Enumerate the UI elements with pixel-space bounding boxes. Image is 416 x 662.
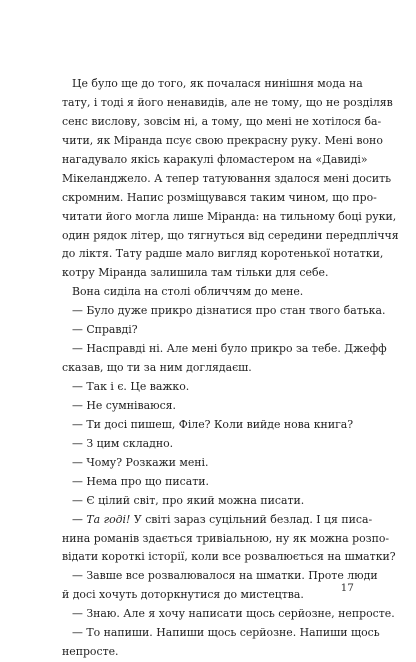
text-line: — Ти досі пишеш, Філе? Коли вийде нова книга? <box>72 417 354 431</box>
text-line: нина романів здається тривіальною, ну як можна розпо- <box>62 531 390 545</box>
text-line: тату, і тоді я його ненавидів, але не тому, що не розділяв <box>62 95 393 109</box>
text-line: — Так і є. Це важко. <box>72 380 190 393</box>
text-line: чити, як Міранда псує свою прекрасну руку. Мені воно <box>62 133 383 147</box>
text-line: до ліктя. Тату радше мало вигляд коротенької нотатки, <box>62 247 384 261</box>
text-line: — Насправді ні. Але мені було прикро за тебе. Джефф <box>72 342 387 356</box>
text-line: — Чому? Розкажи мені. <box>72 455 209 469</box>
text-line: — Було дуже прикро дізнатися про стан твого батька. <box>72 304 386 318</box>
text-line: — То напиши. Напиши щось серйозне. Напиши щось <box>72 626 380 640</box>
text-line: читати його могла лише Міранда: на тильному боці руки, <box>62 209 397 223</box>
text-line: — Не сумніваюся. <box>72 398 177 412</box>
text-line: відати короткі історії, коли все розвалюється на шматки? <box>62 550 396 564</box>
text-line: непросте. <box>62 645 119 659</box>
text-line: — Є цілий світ, про який можна писати. <box>72 493 305 507</box>
text-line: — Та годі! У світі зараз суцільний безлад. І ця писа- <box>72 512 373 526</box>
body-text <box>62 75 399 662</box>
page-number: 17 <box>340 582 354 594</box>
text-line: — З цим складно. <box>72 436 174 450</box>
text-line: Це було ще до того, як почалася нинішня мода на <box>72 77 363 90</box>
text-line: — Нема про що писати. <box>72 474 209 488</box>
emphasis: — Та годі! <box>72 512 131 526</box>
text-line: котру Міранда залишила там тільки для себе. <box>62 266 329 280</box>
text-line: сенс вислову, зовсім ні, а тому, що мені не хотілося ба- <box>62 114 382 128</box>
text-line: — Знаю. Але я хочу написати щось серйозне, непросте. <box>72 607 395 621</box>
text-line: й досі хочуть доторкнутися до мистецтва. <box>62 588 304 602</box>
text-line: нагадувало якісь каракулі фломастером на «Давиді» <box>62 152 368 166</box>
text-line: — Завше все розвалювалося на шматки. Проте люди <box>72 569 378 583</box>
text-line: скромним. Напис розміщувався таким чином, що про- <box>62 190 377 204</box>
text-line: Вона сиділа на столі обличчям до мене. <box>72 285 304 299</box>
text-line: сказав, що ти за ним доглядаєш. <box>62 361 252 375</box>
text-line: — Справді? <box>72 323 138 337</box>
text-line: Мікеланджело. А тепер татуювання здалося мені досить <box>62 171 392 185</box>
text-line: один рядок літер, що тягнуться від середини передпліччя <box>62 228 399 242</box>
